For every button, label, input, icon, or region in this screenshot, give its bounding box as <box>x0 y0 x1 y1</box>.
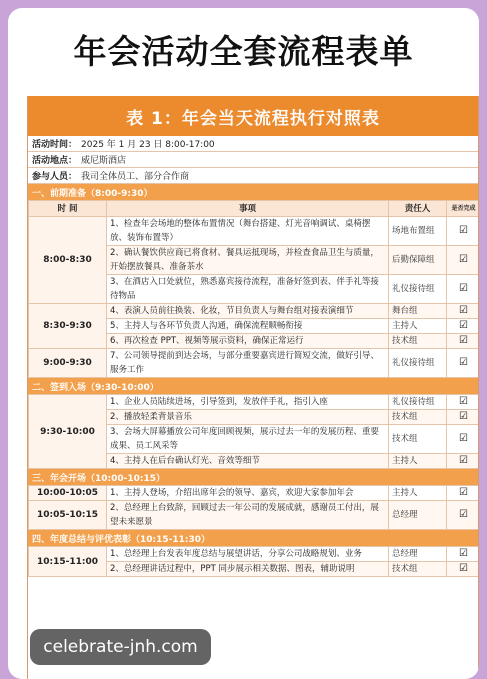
checkbox-icon: ☑ <box>447 275 480 304</box>
checkbox-icon: ☑ <box>447 349 480 378</box>
header-done: 是否完成 <box>447 201 480 217</box>
header-time: 时 间 <box>29 201 107 217</box>
schedule-sheet <box>27 96 479 679</box>
page-title: 年会活动全套流程表单 <box>73 31 414 71</box>
table-row <box>29 304 480 319</box>
info-time-label: 活动时间： <box>32 140 78 150</box>
header-task: 事项 <box>107 201 389 217</box>
table-row <box>29 349 480 378</box>
time-cell: 9:00-9:30 <box>29 349 107 378</box>
owner-cell: 礼仪接待组 <box>389 395 447 410</box>
table-row <box>29 547 480 562</box>
info-place-label: 活动地点： <box>32 156 78 166</box>
table-row <box>29 486 480 501</box>
task-cell: 5、主持人与各环节负责人沟通，确保流程顺畅衔接 <box>107 319 389 334</box>
task-cell: 2、确认餐饮供应商已将食材、餐具运抵现场，并检查食品卫生与质量，开始摆放餐具、准备茶水 <box>107 246 389 275</box>
owner-cell: 技术组 <box>389 425 447 454</box>
schedule-table <box>28 200 479 378</box>
section-header: 四、年度总结与评优表彰（10:15-11:30） <box>28 530 478 546</box>
section-header: 三、年会开场（10:00-10:15） <box>28 469 478 485</box>
header-owner: 责任人 <box>389 201 447 217</box>
checkbox-icon: ☑ <box>447 486 480 501</box>
info-people-row <box>28 168 478 184</box>
info-people-label: 参与人员： <box>32 172 78 182</box>
owner-cell: 礼仪接待组 <box>389 349 447 378</box>
owner-cell: 总经理 <box>389 547 447 562</box>
owner-cell: 主持人 <box>389 486 447 501</box>
section-header: 二、签到入场（9:30-10:00） <box>28 378 478 394</box>
schedule-table <box>28 394 479 469</box>
checkbox-icon: ☑ <box>447 454 480 469</box>
time-cell: 10:05-10:15 <box>29 501 107 530</box>
task-cell: 7、公司领导提前到达会场，与部分重要嘉宾进行简短交流，做好引导、服务工作 <box>107 349 389 378</box>
task-cell: 6、再次检查 PPT、视频等展示资料，确保正常运行 <box>107 334 389 349</box>
task-cell: 4、主持人在后台确认灯光、音效等细节 <box>107 454 389 469</box>
time-cell: 10:00-10:05 <box>29 486 107 501</box>
owner-cell: 场地布置组 <box>389 217 447 246</box>
task-cell: 1、总经理上台发表年度总结与展望讲话，分享公司战略规划、业务 <box>107 547 389 562</box>
owner-cell: 主持人 <box>389 454 447 469</box>
section-header: 一、前期准备（8:00-9:30） <box>28 184 478 200</box>
checkbox-icon: ☑ <box>447 547 480 562</box>
task-cell: 1、企业人员陆续进场，引导签到，发放伴手礼，指引入座 <box>107 395 389 410</box>
checkbox-icon: ☑ <box>447 304 480 319</box>
checkbox-icon: ☑ <box>447 395 480 410</box>
owner-cell: 礼仪接待组 <box>389 275 447 304</box>
task-cell: 3、在酒店入口处就位，熟悉嘉宾接待流程，准备好签到表、伴手礼等接待物品 <box>107 275 389 304</box>
checkbox-icon: ☑ <box>447 319 480 334</box>
checkbox-icon: ☑ <box>447 246 480 275</box>
task-cell: 2、播放轻柔背景音乐 <box>107 410 389 425</box>
table-row <box>29 395 480 410</box>
sheet-title: 表 1：年会当天流程执行对照表 <box>28 96 478 136</box>
checkbox-icon: ☑ <box>447 425 480 454</box>
time-cell: 8:30-9:30 <box>29 304 107 349</box>
form-card <box>8 8 479 679</box>
checkbox-icon: ☑ <box>447 501 480 530</box>
table-header-row <box>29 201 480 217</box>
watermark: celebrate-jnh.com <box>30 629 211 665</box>
checkbox-icon: ☑ <box>447 217 480 246</box>
info-people-value: 我司全体员工、部分合作商 <box>81 172 190 182</box>
schedule-table <box>28 546 479 577</box>
task-cell: 1、主持人登场，介绍出席年会的领导、嘉宾，欢迎大家参加年会 <box>107 486 389 501</box>
task-cell: 1、检查年会场地的整体布置情况（舞台搭建、灯光音响调试、桌椅摆放、装饰布置等） <box>107 217 389 246</box>
info-place-value: 威尼斯酒店 <box>81 156 127 166</box>
owner-cell: 技术组 <box>389 334 447 349</box>
owner-cell: 舞台组 <box>389 304 447 319</box>
schedule-table <box>28 485 479 530</box>
task-cell: 3、会场大屏幕播放公司年度回顾视频，展示过去一年的发展历程、重要成果、员工风采等 <box>107 425 389 454</box>
time-cell: 8:00-8:30 <box>29 217 107 304</box>
checkbox-icon: ☑ <box>447 334 480 349</box>
owner-cell: 总经理 <box>389 501 447 530</box>
task-cell: 2、总经理上台致辞，回顾过去一年公司的发展成就，感谢员工付出，展望未来愿景 <box>107 501 389 530</box>
owner-cell: 后勤保障组 <box>389 246 447 275</box>
schedule-sections <box>28 184 478 577</box>
owner-cell: 主持人 <box>389 319 447 334</box>
info-time-value: 2025 年 1 月 23 日 8:00-17:00 <box>81 140 215 150</box>
task-cell: 4、表演人员前往换装、化妆，节目负责人与舞台组对接表演细节 <box>107 304 389 319</box>
time-cell: 9:30-10:00 <box>29 395 107 469</box>
info-place-row <box>28 152 478 168</box>
owner-cell: 技术组 <box>389 410 447 425</box>
owner-cell: 技术组 <box>389 562 447 577</box>
task-cell: 2、总经理讲话过程中，PPT 同步展示相关数据、图表，辅助说明 <box>107 562 389 577</box>
time-cell: 10:15-11:00 <box>29 547 107 577</box>
checkbox-icon: ☑ <box>447 562 480 577</box>
info-time-row <box>28 136 478 152</box>
checkbox-icon: ☑ <box>447 410 480 425</box>
table-row <box>29 501 480 530</box>
table-row <box>29 217 480 246</box>
